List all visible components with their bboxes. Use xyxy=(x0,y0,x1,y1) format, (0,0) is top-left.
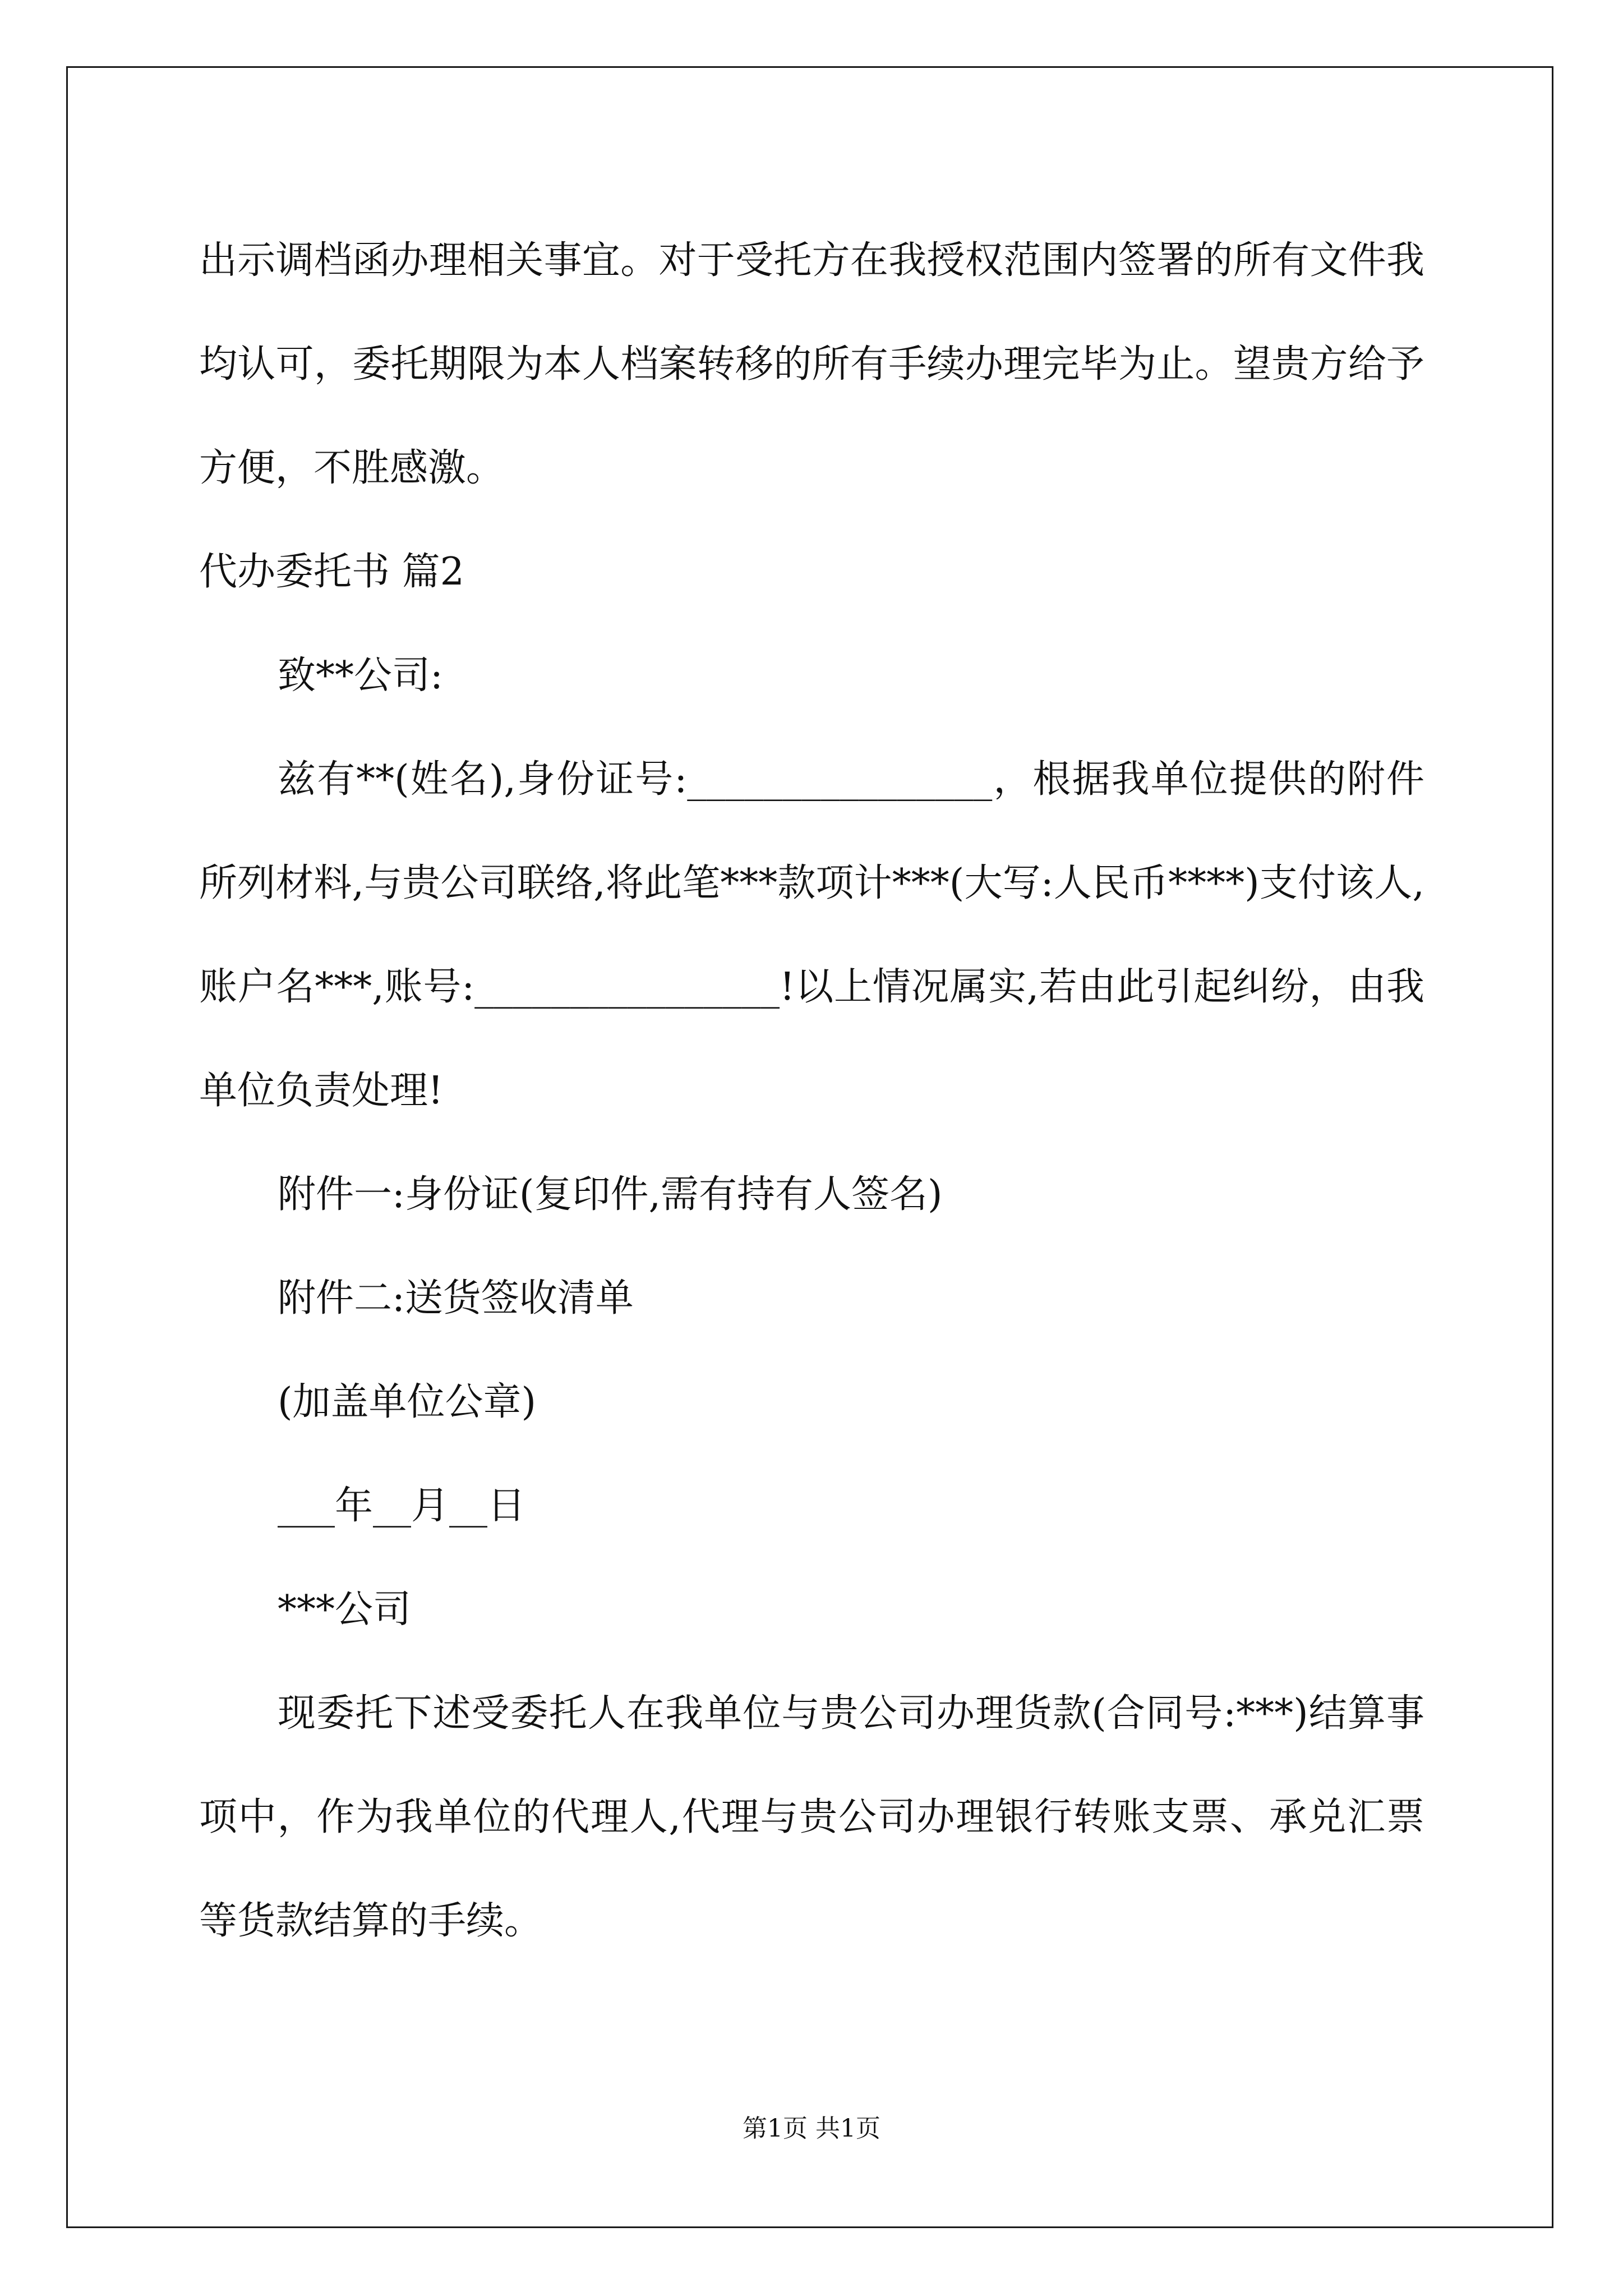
company-signature: ***公司 xyxy=(278,1588,412,1632)
seal-note: (加盖单位公章) xyxy=(278,1380,537,1424)
attachment-one: 附件一:身份证(复印件,需有持有人签名) xyxy=(278,1172,943,1217)
paragraph-delegation: 现委托下述受委托人在我单位与贵公司办理货款(合同号:***)结算事项中，作为我单位的代理人,代理与贵公司办理银行转账支票、承兑汇票等货款结算的手续。 xyxy=(199,1691,1424,1943)
page-number: 第1页 共1页 xyxy=(743,2114,880,2143)
salutation: 致**公司: xyxy=(278,654,443,698)
section-heading: 代办委托书 篇2 xyxy=(199,550,464,594)
paragraph-authorization: 兹有**(姓名),身份证号:________________，根据我单位提供的附件所列材料,与贵公司联络,将此笔***款项计***(大写:人民币****)支付该人,账户名***,账号:________________!以上情况属实,若由此引起纠纷，由我单位负责处理! xyxy=(199,757,1424,1113)
document-body xyxy=(199,209,1424,1973)
paragraph-intro-continuation: 出示调档函办理相关事宜。对于受托方在我授权范围内签署的所有文件我均认可，委托期限为本人档案转移的所有手续办理完毕为止。望贵方给予方便，不胜感激。 xyxy=(199,238,1424,490)
attachment-two: 附件二:送货签收清单 xyxy=(278,1276,634,1320)
date-line: ___年__月__日 xyxy=(278,1484,526,1528)
